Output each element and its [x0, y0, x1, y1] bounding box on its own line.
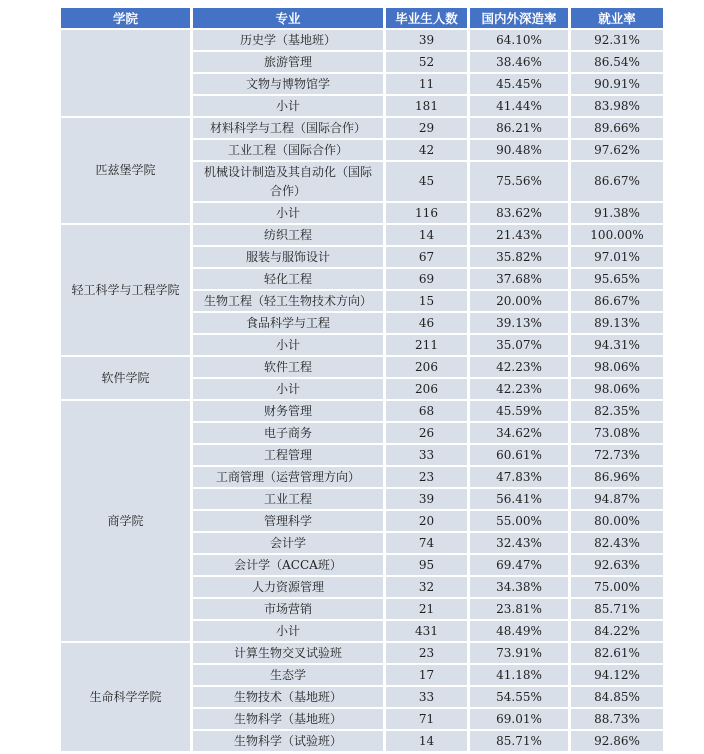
employment-rate-cell: 95.65%: [571, 269, 663, 289]
further-study-rate-cell: 45.59%: [470, 401, 568, 421]
graduates-cell: 431: [386, 621, 467, 641]
table-body: [61, 30, 663, 751]
further-study-rate-cell: 56.41%: [470, 489, 568, 509]
graduates-cell: 17: [386, 665, 467, 685]
major-cell: 财务管理: [193, 401, 383, 421]
graduates-cell: 116: [386, 203, 467, 223]
further-study-rate-cell: 41.44%: [470, 96, 568, 116]
graduates-cell: 95: [386, 555, 467, 575]
graduates-cell: 42: [386, 140, 467, 160]
graduates-cell: 39: [386, 30, 467, 50]
employment-rate-cell: 91.38%: [571, 203, 663, 223]
college-cell: 匹兹堡学院: [61, 118, 190, 223]
graduates-cell: 15: [386, 291, 467, 311]
employment-rate-cell: 82.61%: [571, 643, 663, 663]
employment-rate-cell: 98.06%: [571, 379, 663, 399]
graduates-cell: 26: [386, 423, 467, 443]
major-cell: 历史学（基地班）: [193, 30, 383, 50]
employment-rate-cell: 98.06%: [571, 357, 663, 377]
further-study-rate-cell: 69.47%: [470, 555, 568, 575]
major-cell: 软件工程: [193, 357, 383, 377]
graduates-cell: 211: [386, 335, 467, 355]
graduates-cell: 33: [386, 687, 467, 707]
employment-rate-cell: 88.73%: [571, 709, 663, 729]
further-study-rate-cell: 47.83%: [470, 467, 568, 487]
employment-rate-cell: 84.22%: [571, 621, 663, 641]
further-study-rate-cell: 34.62%: [470, 423, 568, 443]
graduates-cell: 206: [386, 379, 467, 399]
further-study-rate-cell: 37.68%: [470, 269, 568, 289]
employment-rate-cell: 83.98%: [571, 96, 663, 116]
employment-rate-cell: 86.54%: [571, 52, 663, 72]
graduates-cell: 68: [386, 401, 467, 421]
graduates-cell: 181: [386, 96, 467, 116]
employment-rate-cell: 82.35%: [571, 401, 663, 421]
table-row: [61, 401, 663, 421]
employment-rate-cell: 82.43%: [571, 533, 663, 553]
major-cell: 电子商务: [193, 423, 383, 443]
college-cell: 软件学院: [61, 357, 190, 399]
further-study-rate-cell: 41.18%: [470, 665, 568, 685]
major-cell: 小计: [193, 96, 383, 116]
further-study-rate-cell: 38.46%: [470, 52, 568, 72]
graduates-cell: 67: [386, 247, 467, 267]
graduates-cell: 14: [386, 225, 467, 245]
employment-rate-cell: 94.87%: [571, 489, 663, 509]
header-major: 专业: [193, 8, 383, 28]
data-table: [58, 6, 666, 753]
college-cell: 商学院: [61, 401, 190, 641]
major-cell: 机械设计制造及其自动化（国际合作）: [193, 162, 383, 201]
further-study-rate-cell: 45.45%: [470, 74, 568, 94]
graduates-cell: 46: [386, 313, 467, 333]
major-cell: 旅游管理: [193, 52, 383, 72]
major-cell: 工商管理（运营管理方向）: [193, 467, 383, 487]
employment-rate-cell: 97.01%: [571, 247, 663, 267]
major-cell: 食品科学与工程: [193, 313, 383, 333]
major-cell: 会计学（ACCA班）: [193, 555, 383, 575]
further-study-rate-cell: 83.62%: [470, 203, 568, 223]
graduates-cell: 39: [386, 489, 467, 509]
major-cell: 工程管理: [193, 445, 383, 465]
college-cell: 生命科学学院: [61, 643, 190, 751]
employment-rate-cell: 80.00%: [571, 511, 663, 531]
graduates-cell: 20: [386, 511, 467, 531]
major-cell: 小计: [193, 335, 383, 355]
employment-rate-cell: 86.67%: [571, 291, 663, 311]
header-college: 学院: [61, 8, 190, 28]
further-study-rate-cell: 75.56%: [470, 162, 568, 201]
graduates-cell: 11: [386, 74, 467, 94]
graduates-cell: 71: [386, 709, 467, 729]
major-cell: 人力资源管理: [193, 577, 383, 597]
major-cell: 小计: [193, 621, 383, 641]
further-study-rate-cell: 23.81%: [470, 599, 568, 619]
employment-rate-cell: 92.63%: [571, 555, 663, 575]
major-cell: 生物科学（基地班）: [193, 709, 383, 729]
employment-rate-cell: 94.31%: [571, 335, 663, 355]
major-cell: 生物科学（试验班）: [193, 731, 383, 751]
further-study-rate-cell: 64.10%: [470, 30, 568, 50]
graduates-cell: 33: [386, 445, 467, 465]
employment-rate-cell: 89.66%: [571, 118, 663, 138]
further-study-rate-cell: 42.23%: [470, 357, 568, 377]
graduates-cell: 21: [386, 599, 467, 619]
major-cell: 小计: [193, 379, 383, 399]
major-cell: 生物技术（基地班）: [193, 687, 383, 707]
further-study-rate-cell: 35.07%: [470, 335, 568, 355]
graduates-cell: 32: [386, 577, 467, 597]
graduates-cell: 69: [386, 269, 467, 289]
further-study-rate-cell: 48.49%: [470, 621, 568, 641]
graduates-cell: 74: [386, 533, 467, 553]
college-cell: 轻工科学与工程学院: [61, 225, 190, 355]
further-study-rate-cell: 20.00%: [470, 291, 568, 311]
header-employment-rate: 就业率: [571, 8, 663, 28]
major-cell: 生物工程（轻工生物技术方向）: [193, 291, 383, 311]
employment-rate-cell: 72.73%: [571, 445, 663, 465]
employment-rate-cell: 100.00%: [571, 225, 663, 245]
major-cell: 文物与博物馆学: [193, 74, 383, 94]
further-study-rate-cell: 54.55%: [470, 687, 568, 707]
further-study-rate-cell: 42.23%: [470, 379, 568, 399]
employment-rate-cell: 90.91%: [571, 74, 663, 94]
further-study-rate-cell: 73.91%: [470, 643, 568, 663]
major-cell: 材料科学与工程（国际合作）: [193, 118, 383, 138]
major-cell: 纺织工程: [193, 225, 383, 245]
major-cell: 工业工程: [193, 489, 383, 509]
employment-rate-cell: 85.71%: [571, 599, 663, 619]
employment-statistics-table: [61, 6, 663, 753]
graduates-cell: 29: [386, 118, 467, 138]
major-cell: 小计: [193, 203, 383, 223]
employment-rate-cell: 86.67%: [571, 162, 663, 201]
graduates-cell: 23: [386, 467, 467, 487]
further-study-rate-cell: 21.43%: [470, 225, 568, 245]
employment-rate-cell: 73.08%: [571, 423, 663, 443]
graduates-cell: 23: [386, 643, 467, 663]
graduates-cell: 52: [386, 52, 467, 72]
header-further-study-rate: 国内外深造率: [470, 8, 568, 28]
major-cell: 生态学: [193, 665, 383, 685]
further-study-rate-cell: 55.00%: [470, 511, 568, 531]
further-study-rate-cell: 39.13%: [470, 313, 568, 333]
employment-rate-cell: 86.96%: [571, 467, 663, 487]
employment-rate-cell: 89.13%: [571, 313, 663, 333]
major-cell: 市场营销: [193, 599, 383, 619]
further-study-rate-cell: 86.21%: [470, 118, 568, 138]
table-row: [61, 357, 663, 377]
graduates-cell: 206: [386, 357, 467, 377]
major-cell: 工业工程（国际合作）: [193, 140, 383, 160]
header-row: [61, 8, 663, 28]
employment-rate-cell: 94.12%: [571, 665, 663, 685]
college-cell: [61, 30, 190, 116]
graduates-cell: 14: [386, 731, 467, 751]
further-study-rate-cell: 32.43%: [470, 533, 568, 553]
further-study-rate-cell: 35.82%: [470, 247, 568, 267]
table-row: [61, 643, 663, 663]
further-study-rate-cell: 85.71%: [470, 731, 568, 751]
further-study-rate-cell: 69.01%: [470, 709, 568, 729]
further-study-rate-cell: 90.48%: [470, 140, 568, 160]
table-row: [61, 225, 663, 245]
major-cell: 管理科学: [193, 511, 383, 531]
employment-rate-cell: 75.00%: [571, 577, 663, 597]
graduates-cell: 45: [386, 162, 467, 201]
header-graduates: 毕业生人数: [386, 8, 467, 28]
major-cell: 轻化工程: [193, 269, 383, 289]
employment-rate-cell: 92.31%: [571, 30, 663, 50]
employment-rate-cell: 92.86%: [571, 731, 663, 751]
table-row: [61, 30, 663, 50]
employment-rate-cell: 97.62%: [571, 140, 663, 160]
table-row: [61, 118, 663, 138]
employment-rate-cell: 84.85%: [571, 687, 663, 707]
major-cell: 服装与服饰设计: [193, 247, 383, 267]
major-cell: 会计学: [193, 533, 383, 553]
major-cell: 计算生物交叉试验班: [193, 643, 383, 663]
further-study-rate-cell: 60.61%: [470, 445, 568, 465]
further-study-rate-cell: 34.38%: [470, 577, 568, 597]
